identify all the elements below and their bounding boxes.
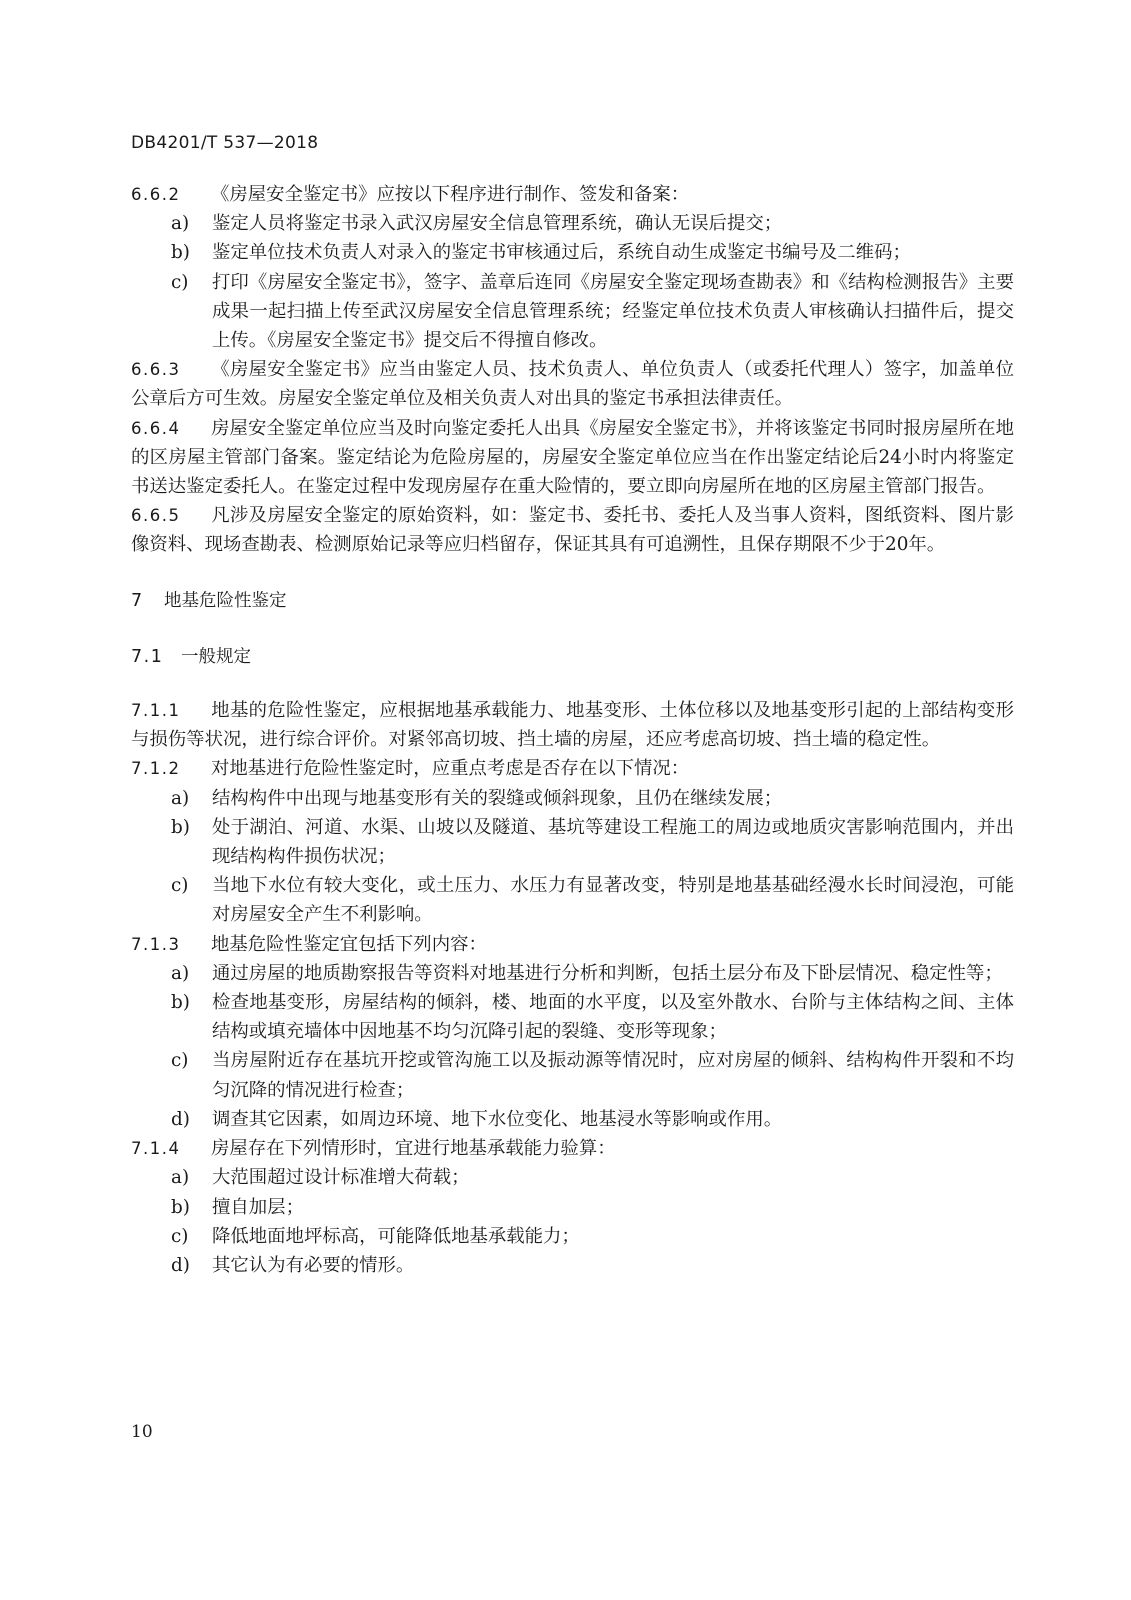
list-item [131, 1251, 1014, 1280]
list-item-label: a) [171, 787, 190, 809]
clause-number: 7.1.2 [131, 759, 181, 779]
list-item-text: 当地下水位有较大变化，或土压力、水压力有显著改变，特别是地基基础经漫水长时间浸泡，可能对房屋安全产生不利影响。 [212, 875, 1014, 926]
list-item [131, 1046, 1014, 1104]
list-item-text: 当房屋附近存在基坑开挖或管沟施工以及振动源等情况时，应对房屋的倾斜、结构构件开裂和不均匀沉降的情况进行检查； [212, 1050, 1014, 1101]
list-item [131, 268, 1014, 356]
subsection-title: 一般规定 [181, 646, 251, 667]
clause-number: 7.1.4 [131, 1139, 181, 1159]
section-number: 7 [131, 590, 143, 611]
list-item [131, 988, 1014, 1046]
list-item-label: b) [171, 242, 190, 264]
document-id-header: DB4201/T 537—2018 [131, 133, 319, 153]
clause-number: 7.1.3 [131, 934, 181, 954]
list-item-text: 擅自加层； [212, 1196, 304, 1218]
list-item-text: 大范围超过设计标准增大荷载； [212, 1167, 470, 1189]
document-body [131, 180, 1014, 1280]
list-item-label: d) [171, 1108, 190, 1130]
clause-text: 对地基进行危险性鉴定时，应重点考虑是否存在以下情况： [211, 758, 690, 780]
clause-7-1-1 [131, 696, 1014, 754]
list-item-text: 检查地基变形，房屋结构的倾斜，楼、地面的水平度，以及室外散水、台阶与主体结构之间、主体结构或填充墙体中因地基不均匀沉降引起的裂缝、变形等现象； [212, 992, 1014, 1043]
clause-number: 7.1.1 [131, 701, 181, 721]
list-item [131, 238, 1014, 267]
list-item-label: d) [171, 1254, 190, 1276]
list-item-text: 鉴定人员将鉴定书录入武汉房屋安全信息管理系统，确认无误后提交； [212, 213, 783, 235]
list-item [131, 209, 1014, 238]
page-number: 10 [131, 1422, 153, 1442]
clause-text: 地基的危险性鉴定，应根据地基承载能力、地基变形、土体位移以及地基变形引起的上部结构变形与损伤等状况，进行综合评价。对紧邻高切坡、挡土墙的房屋，还应考虑高切坡、挡土墙的稳定性。 [131, 700, 1014, 751]
clause-text: 地基危险性鉴定宜包括下列内容： [211, 933, 487, 955]
list-item-text: 其它认为有必要的情形。 [212, 1254, 415, 1276]
section-title: 地基危险性鉴定 [164, 590, 287, 611]
list-item-text: 打印《房屋安全鉴定书》，签字、盖章后连同《房屋安全鉴定现场查勘表》和《结构检测报告》主要成果一起扫描上传至武汉房屋安全信息管理系统；经鉴定单位技术负责人审核确认扫描件后，提交上传。《房屋安全鉴定书》提交后不得擅自修改。 [212, 271, 1014, 352]
clause-text: 《房屋安全鉴定书》应当由鉴定人员、技术负责人、单位负责人（或委托代理人）签字，加盖单位公章后方可生效。房屋安全鉴定单位及相关负责人对出具的鉴定书承担法律责任。 [131, 359, 1014, 410]
list-item [131, 959, 1014, 988]
subsection-number: 7.1 [131, 646, 164, 667]
list-item-text: 降低地面地坪标高，可能降低地基承载能力； [212, 1225, 580, 1247]
clause-7-1-4 [131, 1134, 1014, 1163]
section-heading [131, 587, 1014, 616]
list-item [131, 1193, 1014, 1222]
list-item [131, 1222, 1014, 1251]
list-item-label: c) [171, 271, 189, 293]
list-item [131, 784, 1014, 813]
list-item [131, 813, 1014, 871]
subsection-heading [131, 643, 1014, 672]
list-item [131, 871, 1014, 929]
clause-text: 房屋存在下列情形时，宜进行地基承载能力验算： [211, 1138, 616, 1160]
list-item-text: 通过房屋的地质勘察报告等资料对地基进行分析和判断，包括土层分布及下卧层情况、稳定性等； [212, 962, 1003, 984]
list-item-label: a) [171, 213, 190, 235]
clause-6-6-5 [131, 501, 1014, 559]
clause-number: 6.6.2 [131, 185, 181, 204]
clause-number: 6.6.4 [131, 418, 181, 438]
list-item [131, 1105, 1014, 1134]
list-item-label: a) [171, 1167, 190, 1189]
clause-number: 6.6.3 [131, 360, 181, 380]
clause-6-6-4 [131, 414, 1014, 502]
clause-7-1-3 [131, 930, 1014, 959]
clause-text: 《房屋安全鉴定书》应按以下程序进行制作、签发和备案： [211, 184, 690, 205]
list-item-label: b) [171, 992, 190, 1014]
clause-6-6-3 [131, 355, 1014, 413]
list-item-text: 调查其它因素，如周边环境、地下水位变化、地基浸水等影响或作用。 [212, 1108, 783, 1130]
list-item-text: 结构构件中出现与地基变形有关的裂缝或倾斜现象，且仍在继续发展； [212, 787, 783, 809]
list-item-text: 处于湖泊、河道、水渠、山坡以及隧道、基坑等建设工程施工的周边或地质灾害影响范围内，并出现结构构件损伤状况； [212, 816, 1014, 868]
list-item-label: b) [171, 816, 190, 838]
clause-text: 凡涉及房屋安全鉴定的原始资料，如：鉴定书、委托书、委托人及当事人资料，图纸资料、图片影像资料、现场查勘表、检测原始记录等应归档留存，保证其具有可追溯性，且保存期限不少于20年。 [131, 505, 1014, 556]
list-item-label: b) [171, 1196, 190, 1218]
list-item-label: c) [171, 1050, 189, 1072]
clause-number: 6.6.5 [131, 506, 181, 526]
clause-6-6-2 [131, 180, 1014, 209]
list-item [131, 1163, 1014, 1192]
clause-text: 房屋安全鉴定单位应当及时向鉴定委托人出具《房屋安全鉴定书》，并将该鉴定书同时报房屋所在地的区房屋主管部门备案。鉴定结论为危险房屋的，房屋安全鉴定单位应当在作出鉴定结论后24小时内将鉴定书送达鉴定委托人。在鉴定过程中发现房屋存在重大险情的，要立即向房屋所在地的区房屋主管部门报告。 [131, 417, 1014, 498]
list-item-label: c) [171, 1225, 189, 1247]
list-item-label: a) [171, 962, 190, 984]
list-item-text: 鉴定单位技术负责人对录入的鉴定书审核通过后，系统自动生成鉴定书编号及二维码； [212, 242, 911, 264]
clause-7-1-2 [131, 754, 1014, 783]
list-item-label: c) [171, 875, 189, 897]
